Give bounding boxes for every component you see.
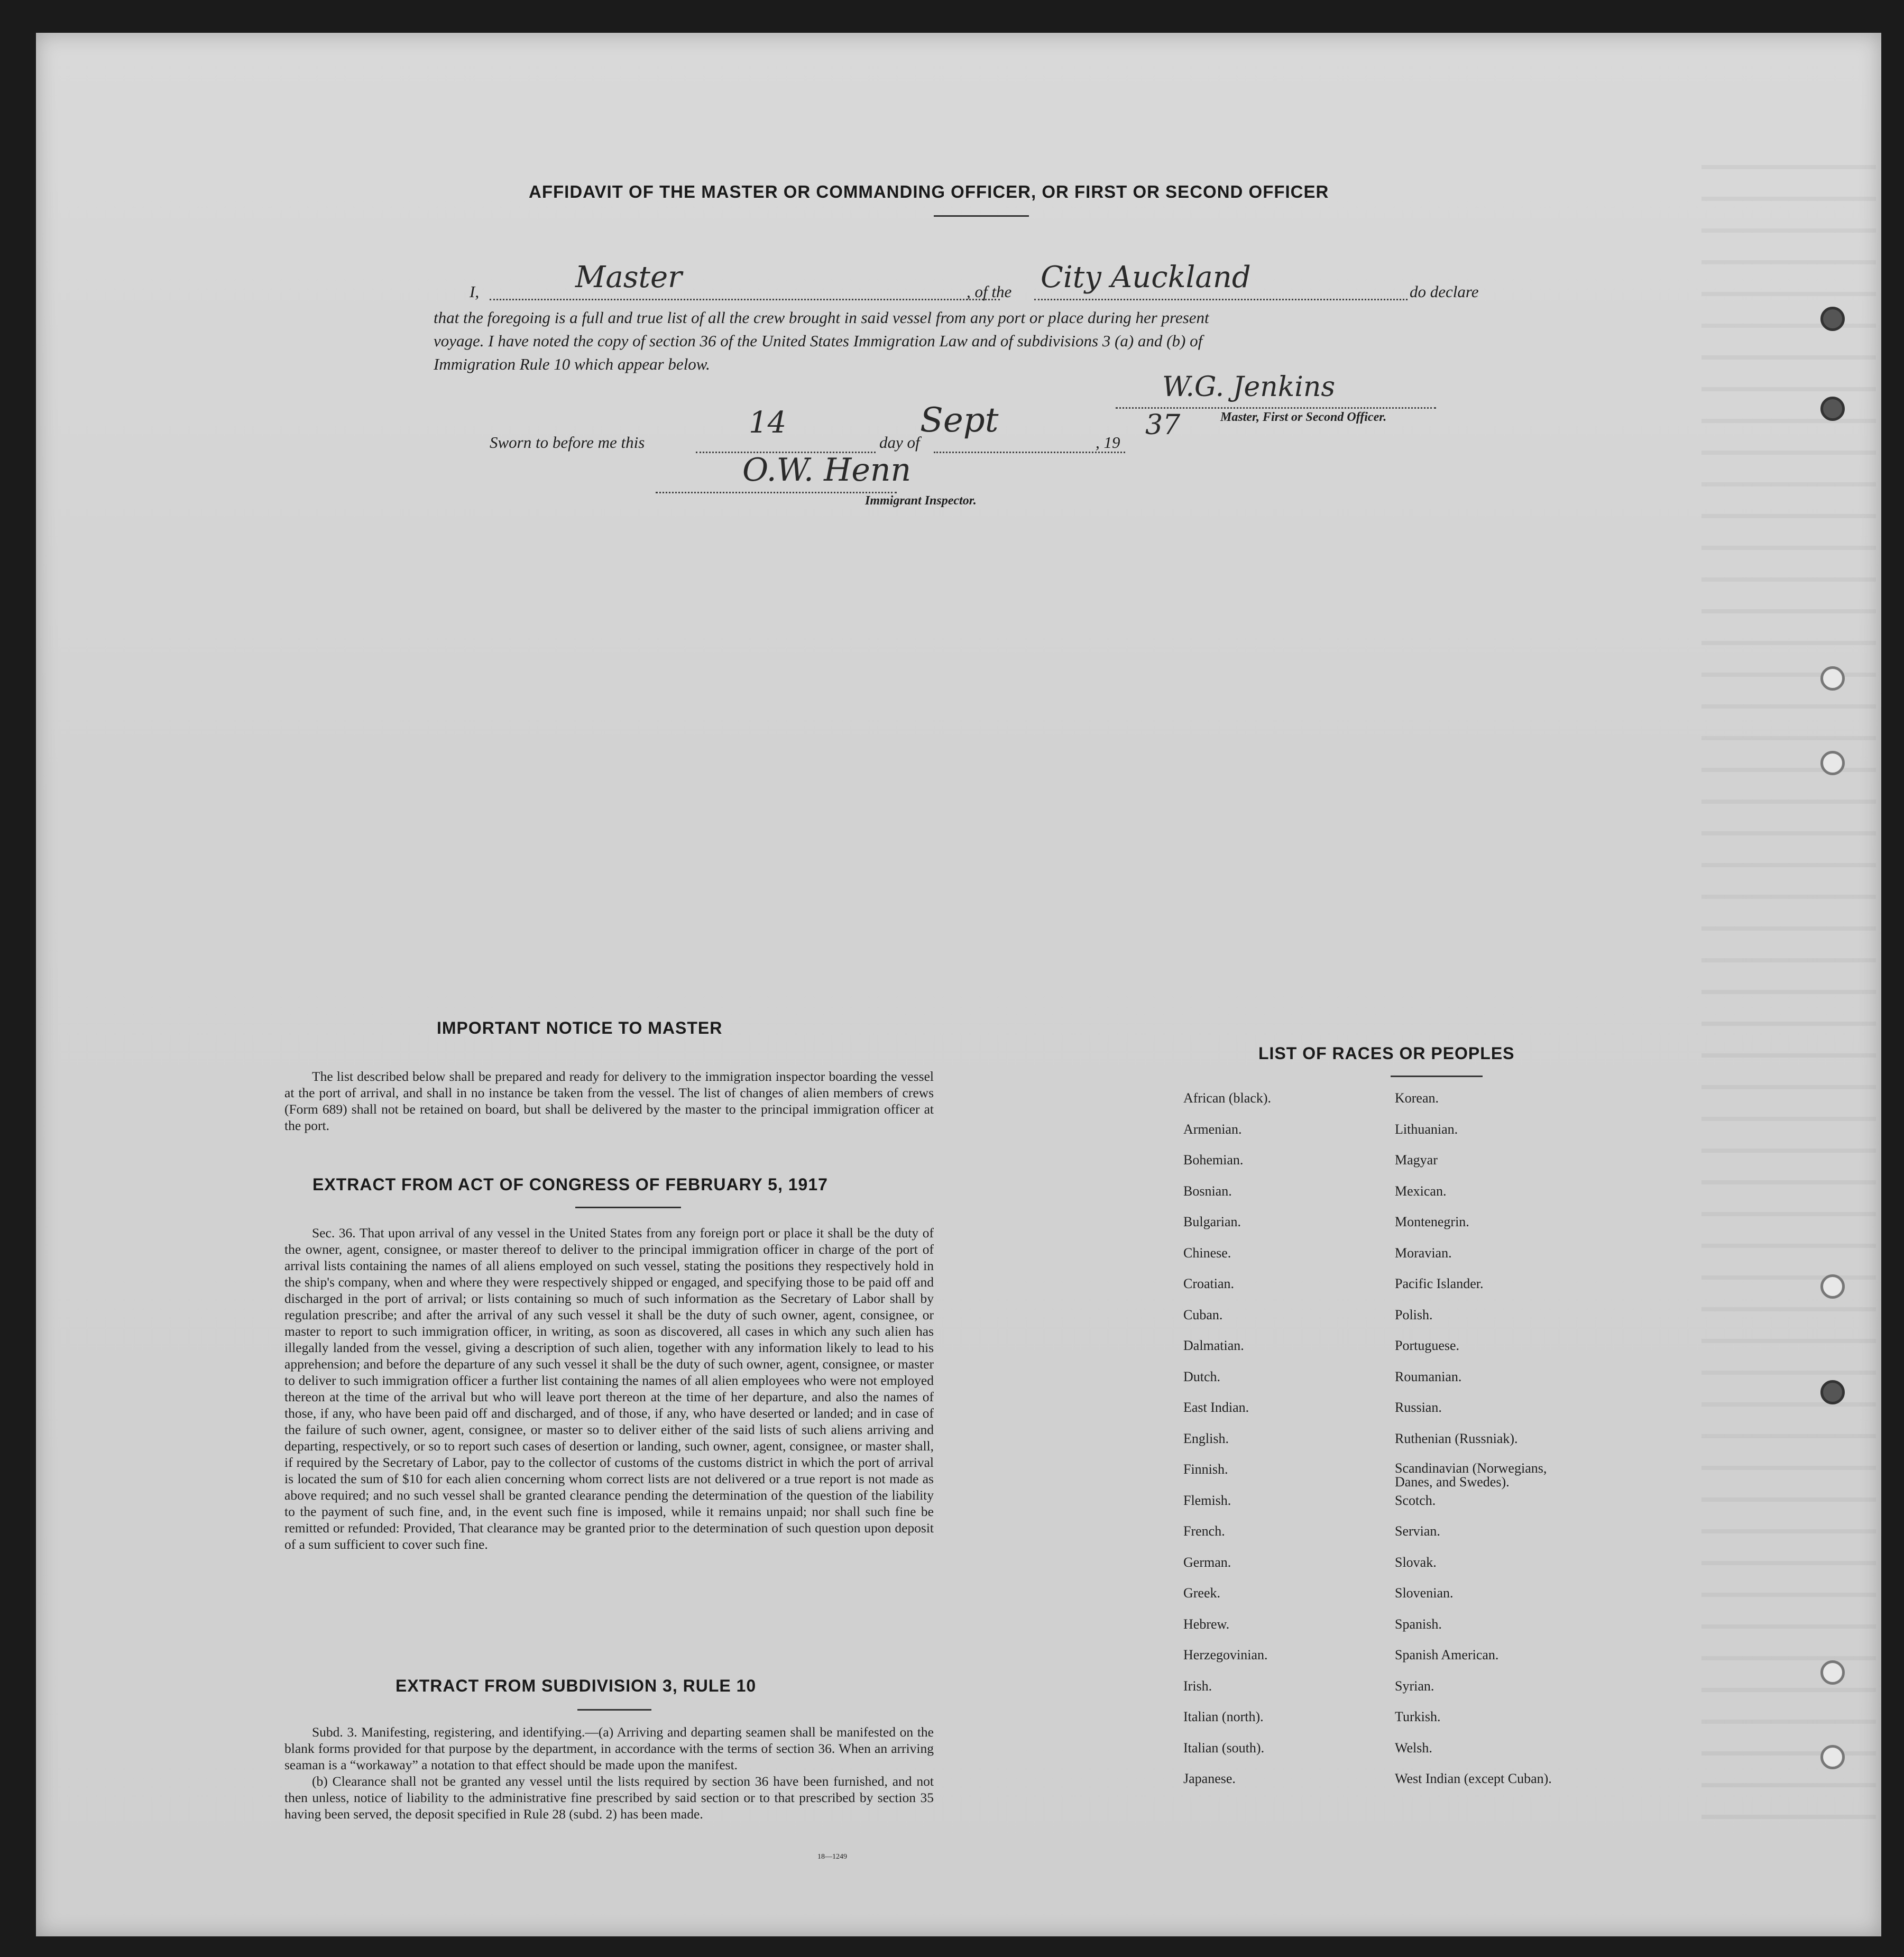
do-declare-label: do declare	[1410, 282, 1479, 301]
document-page	[36, 33, 1881, 1936]
affidavit-title: AFFIDAVIT OF THE MASTER OR COMMANDING OFFICER, OR FIRST OR SECOND OFFICER	[529, 182, 1329, 201]
master-signature: W.G. Jenkins	[1162, 371, 1336, 403]
notice-text: The list described below shall be prepared and ready for delivery to the immigration inspector boarding the vessel at the port of arrival, and shall in no instance be taken from the vessel. The list of changes of alien members of crews (Form 689) shall not be retained on board, but shall be delivered by the master to the principal immigration officer at the port.	[284, 1069, 934, 1133]
race-item: Finnish.	[1183, 1462, 1228, 1477]
race-item: Spanish.	[1395, 1616, 1442, 1632]
inspector-signature: O.W. Henn	[742, 452, 912, 489]
race-item: Ruthenian (Russniak).	[1395, 1430, 1518, 1446]
affidavit-line-3: voyage. I have noted the copy of section 36 of the United States Immigration Law and of subdivisions 3 (a) and (b) of	[434, 332, 1203, 350]
congress-paragraph	[284, 1225, 934, 1552]
rule-text-a: Subd. 3. Manifesting, registering, and identifying.—(a) Arriving and departing seamen shall be manifested on the blank forms provided for that purpose by the department, in accordance with the terms of section 36. When an arriving seaman is a “workaway” a notation to that effect should be made upon the manifest.	[284, 1724, 934, 1772]
race-item: Scotch.	[1395, 1492, 1436, 1508]
race-item: Dalmatian.	[1183, 1338, 1244, 1353]
race-item: Slovenian.	[1395, 1585, 1454, 1601]
year-prefix: , 19	[1096, 433, 1120, 452]
race-item: Bohemian.	[1183, 1152, 1244, 1168]
inspector-fill-line	[656, 492, 897, 493]
race-item: Syrian.	[1395, 1678, 1434, 1694]
inspector-caption: Immigrant Inspector.	[865, 494, 977, 508]
race-item: Scandinavian (Norwegians, Danes, and Swedes).	[1395, 1460, 1547, 1490]
race-item: Lithuanian.	[1395, 1121, 1458, 1137]
races-rule	[1391, 1076, 1483, 1077]
race-item: Montenegrin.	[1395, 1214, 1469, 1229]
binder-hole	[1820, 666, 1845, 691]
binder-hole	[1820, 751, 1845, 775]
race-item: Japanese.	[1183, 1771, 1236, 1786]
day-handwritten: 14	[749, 406, 787, 440]
race-item: Welsh.	[1395, 1740, 1432, 1756]
rule-text-b: (b) Clearance shall not be granted any vessel until the lists required by section 36 have been furnished, and not then unless, notice of liability to the administrative fine prescribed by said section or to that prescribed by section 35 having been served, the deposit specified in Rule 28 (subd. 2) has been made.	[284, 1774, 934, 1822]
extract-congress-title: EXTRACT FROM ACT OF CONGRESS OF FEBRUARY 5, 1917	[312, 1175, 828, 1194]
race-item: Italian (south).	[1183, 1740, 1265, 1756]
notice-paragraph	[284, 1068, 934, 1134]
binder-hole	[1820, 1380, 1845, 1404]
race-item: Chinese.	[1183, 1245, 1231, 1261]
race-item: Italian (north).	[1183, 1709, 1264, 1724]
rule-rule	[577, 1709, 651, 1711]
vessel-handwritten: City Auckland	[1041, 260, 1251, 295]
race-item: Roumanian.	[1395, 1368, 1462, 1384]
race-item: English.	[1183, 1430, 1229, 1446]
signature-caption: Master, First or Second Officer.	[1220, 410, 1387, 424]
rule-paragraph	[284, 1724, 934, 1822]
bleed-through-area	[1701, 165, 1876, 1831]
race-item: Turkish.	[1395, 1709, 1441, 1724]
race-item: German.	[1183, 1554, 1231, 1570]
race-item: Mexican.	[1395, 1183, 1447, 1199]
congress-text: Sec. 36. That upon arrival of any vessel in the United States from any foreign port or place it shall be the duty of the owner, agent, consignee, or master thereof to deliver to the principal immigration officer in charge of the port of arrival lists containing the names of all aliens employed on such vessel, stating the positions they respectively hold in the ship's company, when and where they were respectively shipped or engaged, and specifying those to be paid off and discharged in the port of arrival; or lists containing so much of such information as the Secretary of Labor shall by regulation prescribe; and after the arrival of any such vessel it shall be the duty of such owner, agent, consignee, or master to report to such immigration officer, in writing, as soon as discovered, all cases in which any such alien has illegally landed from the vessel, giving a description of such alien, together with any information likely to lead to his apprehension; and before the departure of any such vessel it shall be the duty of such owner, agent, consignee, or master to deliver to such immigration officer a further list containing the names of all alien employees who were not employed thereon at the time of the arrival but who will leave port thereon at the time of her departure, and also the names of those, if any, who have been paid off and discharged, and of those, if any, who have deserted or landed; and in case of the failure of such owner, agent, consignee, or master so to deliver either of the said lists of such aliens arriving and departing, respectively, or so to report such cases of desertion or landing, such owner, agent, consignee, or master shall, if required by the Secretary of Labor, pay to the collector of customs of the customs district in which the port of arrival is located the sum of $10 for each alien concerning whom correct lists are not delivered or a true report is not made as above required; and no such vessel shall be granted clearance pending the determination of the question of the liability to the payment of such fine, and, in the event such fine is imposed, while it remains unpaid; nor shall such fine be remitted or refunded: Provided, That clearance may be granted prior to the determination of such question upon deposit of a sum sufficient to cover such fine.	[284, 1225, 934, 1552]
race-item: Herzegovinian.	[1183, 1647, 1268, 1662]
race-item: Pacific Islander.	[1395, 1276, 1484, 1291]
race-item: Irish.	[1183, 1678, 1212, 1694]
affidavit-line-4: Immigration Rule 10 which appear below.	[434, 355, 710, 373]
affidavit-i-label: I,	[470, 282, 480, 301]
affidavit-line-2: that the foregoing is a full and true list of all the crew brought in said vessel from any port or place during her present	[434, 308, 1209, 327]
signature-fill-line	[1116, 407, 1436, 409]
name-fill-line	[490, 299, 1000, 300]
race-item: East Indian.	[1183, 1400, 1249, 1415]
race-item: Portuguese.	[1395, 1338, 1460, 1353]
race-item: Bosnian.	[1183, 1183, 1232, 1199]
binder-hole	[1820, 1745, 1845, 1769]
notice-title: IMPORTANT NOTICE TO MASTER	[437, 1018, 723, 1037]
race-item: Greek.	[1183, 1585, 1221, 1601]
binder-hole	[1820, 1660, 1845, 1685]
day-of-label: day of	[879, 433, 920, 452]
vessel-fill-line	[1034, 299, 1408, 300]
race-item: Spanish American.	[1395, 1647, 1499, 1662]
race-item: Slovak.	[1395, 1554, 1437, 1570]
races-title: LIST OF RACES OR PEOPLES	[1258, 1044, 1515, 1063]
year-handwritten: 37	[1145, 409, 1181, 441]
extract-rule-title: EXTRACT FROM SUBDIVISION 3, RULE 10	[395, 1676, 757, 1695]
race-item: African (black).	[1183, 1090, 1272, 1106]
race-item: Flemish.	[1183, 1492, 1231, 1508]
race-item: Korean.	[1395, 1090, 1439, 1106]
race-item: West Indian (except Cuban).	[1395, 1771, 1552, 1786]
title-rule	[934, 215, 1029, 217]
race-item: French.	[1183, 1523, 1225, 1539]
binder-hole	[1820, 307, 1845, 331]
race-item: Hebrew.	[1183, 1616, 1230, 1632]
race-item: Servian.	[1395, 1523, 1440, 1539]
races-left-column	[1183, 1090, 1271, 1802]
race-item: Moravian.	[1395, 1245, 1452, 1261]
race-item: Cuban.	[1183, 1307, 1223, 1322]
month-handwritten: Sept	[920, 401, 999, 440]
races-right-column	[1395, 1090, 1575, 1802]
race-item: Dutch.	[1183, 1368, 1221, 1384]
race-item: Armenian.	[1183, 1121, 1242, 1137]
name-handwritten: Master	[575, 260, 682, 295]
of-the-label: , of the	[967, 282, 1012, 301]
race-item: Bulgarian.	[1183, 1214, 1241, 1229]
congress-rule	[575, 1207, 681, 1208]
race-item: Russian.	[1395, 1400, 1442, 1415]
race-item: Polish.	[1395, 1307, 1433, 1322]
form-number: 18—1249	[817, 1853, 847, 1861]
binder-hole	[1820, 397, 1845, 421]
race-item: Magyar	[1395, 1152, 1438, 1168]
sworn-label: Sworn to before me this	[490, 433, 645, 452]
race-item: Croatian.	[1183, 1276, 1235, 1291]
binder-hole	[1820, 1274, 1845, 1299]
